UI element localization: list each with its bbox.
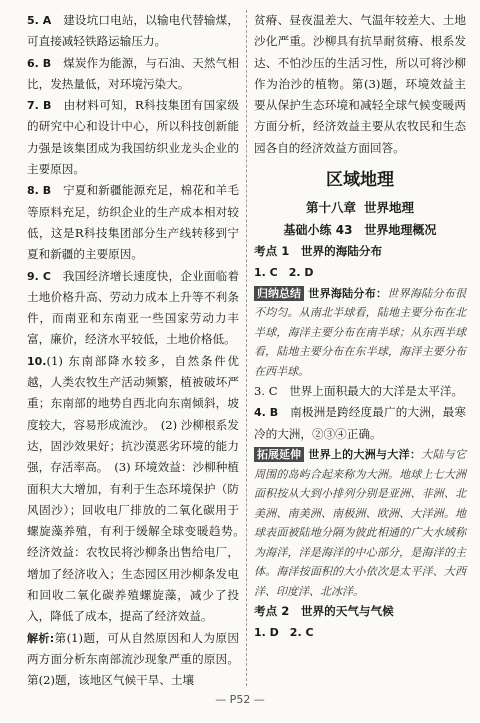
answer-5-number: 5. A bbox=[27, 14, 52, 27]
answer-9-number: 9. C bbox=[27, 269, 51, 283]
column-divider bbox=[246, 10, 247, 686]
page-number: — P52 — bbox=[215, 693, 265, 706]
summary-text: 世界海陆分布很不均匀。从南北半球看，陆地主要分布在北半球，海洋主要分布在南半球；从东西半球看，陆地主要分布在东半球，海洋主要分布在西半球。 bbox=[254, 286, 467, 378]
extension-box bbox=[254, 445, 466, 601]
chapter-number: 第十八章 bbox=[305, 200, 356, 216]
point-1-label: 考点 1 bbox=[254, 244, 290, 259]
answer-7 bbox=[27, 95, 239, 180]
point-2-heading bbox=[254, 601, 466, 622]
answer-8-text: 宁夏和新疆能源充足，棉花和羊毛等原料充足，纺织企业的生产成本相对较低，这是R科技集团部分生产线转移到宁夏和新疆的主要原因。 bbox=[27, 183, 239, 262]
answer-7-number: 7. B bbox=[27, 99, 52, 113]
analysis-continued: 贫瘠、昼夜温差大、气温年较差大、土地沙化严重。沙柳具有抗旱耐贫瘠、根系发达、不怕沙压的生活习性，所以可将沙柳作为治沙的植物。第(3)题，环境效益主要从保护生态环境和减轻全球气候变暖两方面分析，经济效益主要从农牧民和生态园各自的经济效益方面回答。 bbox=[254, 13, 466, 155]
answer-5-text: 建设坑口电站，以输电代替输煤，可直接减轻铁路运输压力。 bbox=[27, 13, 239, 49]
analysis bbox=[27, 628, 239, 692]
answer-6-text: 煤炭作为能源，与石油、天然气相比，发热量低，对环境污染大。 bbox=[27, 55, 239, 91]
answer-6 bbox=[27, 53, 239, 96]
answer-9 bbox=[27, 266, 239, 351]
answer-10-number: 10. bbox=[27, 354, 47, 368]
summary-tag: 归纳总结 bbox=[254, 286, 304, 301]
left-column bbox=[27, 10, 251, 692]
answer-10 bbox=[27, 351, 251, 628]
point-2-label: 考点 2 bbox=[254, 604, 290, 619]
analysis-text: 第(1)题，可从自然原因和人为原因两方面分析东南部流沙现象严重的原因。第(2)题，该地区气候干旱、土壤 bbox=[27, 630, 239, 688]
answer-8 bbox=[27, 180, 239, 265]
analysis-label: 解析: bbox=[27, 631, 55, 645]
section-title: 区域地理 bbox=[326, 170, 394, 191]
answers-last: 1. D 2. C bbox=[254, 626, 314, 640]
answer-7-text: 由材料可知，R科技集团有国家级的研究中心和设计中心，所以科技创新能力强是该集团成为我国纺织业龙头企业的主要原因。 bbox=[27, 98, 239, 177]
answer-4-number: 4. B bbox=[254, 406, 279, 420]
extension-heading: 世界上的大洲与大洋： bbox=[308, 448, 422, 462]
summary-heading: 世界海陆分布： bbox=[308, 286, 388, 300]
extension-tag: 拓展延伸 bbox=[254, 447, 304, 462]
answer-4-text: 南极洲是跨经度最广的大洲，最寒冷的大洲，②③④正确。 bbox=[254, 405, 466, 441]
lesson-heading: 基础小练 43 世界地理概况 bbox=[283, 223, 437, 238]
answer-6-number: 6. B bbox=[27, 56, 52, 70]
answer-5 bbox=[27, 10, 239, 53]
chapter-name: 世界地理 bbox=[364, 200, 415, 216]
chapter-heading bbox=[254, 197, 466, 219]
answer-3: 3. C 世界上面积最大的大洋是太平洋。 bbox=[254, 384, 464, 399]
point-1-name: 世界的海陆分布 bbox=[300, 244, 383, 259]
summary-box bbox=[254, 284, 466, 382]
answer-4 bbox=[254, 402, 466, 445]
extension-text: 大陆与它周围的岛屿合起来称为大洲。地球上七大洲面积按从大到小排列分别是亚洲、非洲、北美洲、南美洲、南极洲、欧洲、大洋洲。地球表面被陆地分隔为彼此相通的广大水域称为海洋，洋是海洋的中心部分，是海洋的主体。海洋按面积的大小依次是太平洋、大西洋、印度洋、北冰洋。 bbox=[254, 448, 467, 598]
answer-10-text: (1) 东南部降水较多，自然条件优越，人类农牧生产活动频繁，植被破坏严重；东南部的地势自西北向东南倾斜，坡度较大，容易形成流沙。 (2) 沙柳根系发达，固沙效果好；抗沙漠恶劣环境的能力强，存活率高。 (3) 环境效益：沙柳种植面积大大增加，有利于生态环境保护（防风固沙）；回收电厂排放的二氧化碳用于螺旋藻养殖，有利于缓解全球变暖趋势。 经济效益：农牧民将沙柳条出售给电厂，增加了经济收入；生态园区用沙柳条发电和回收二氧化碳养殖螺旋藻，减少了投入，降低了成本，提高了经济效益。 bbox=[27, 353, 251, 624]
right-column bbox=[254, 10, 466, 644]
answer-9-text: 我国经济增长速度快，企业面临着土地价格升高、劳动力成本上升等不利条件，而南亚和东南亚一些国家劳动力丰富，廉价，经济水平较低，土地价格低。 bbox=[27, 268, 239, 347]
answer-8-number: 8. B bbox=[27, 184, 52, 198]
point-1-heading bbox=[254, 241, 466, 262]
answers-1-2: 1. C 2. D bbox=[254, 266, 314, 280]
point-2-name: 世界的天气与气候 bbox=[300, 604, 394, 619]
